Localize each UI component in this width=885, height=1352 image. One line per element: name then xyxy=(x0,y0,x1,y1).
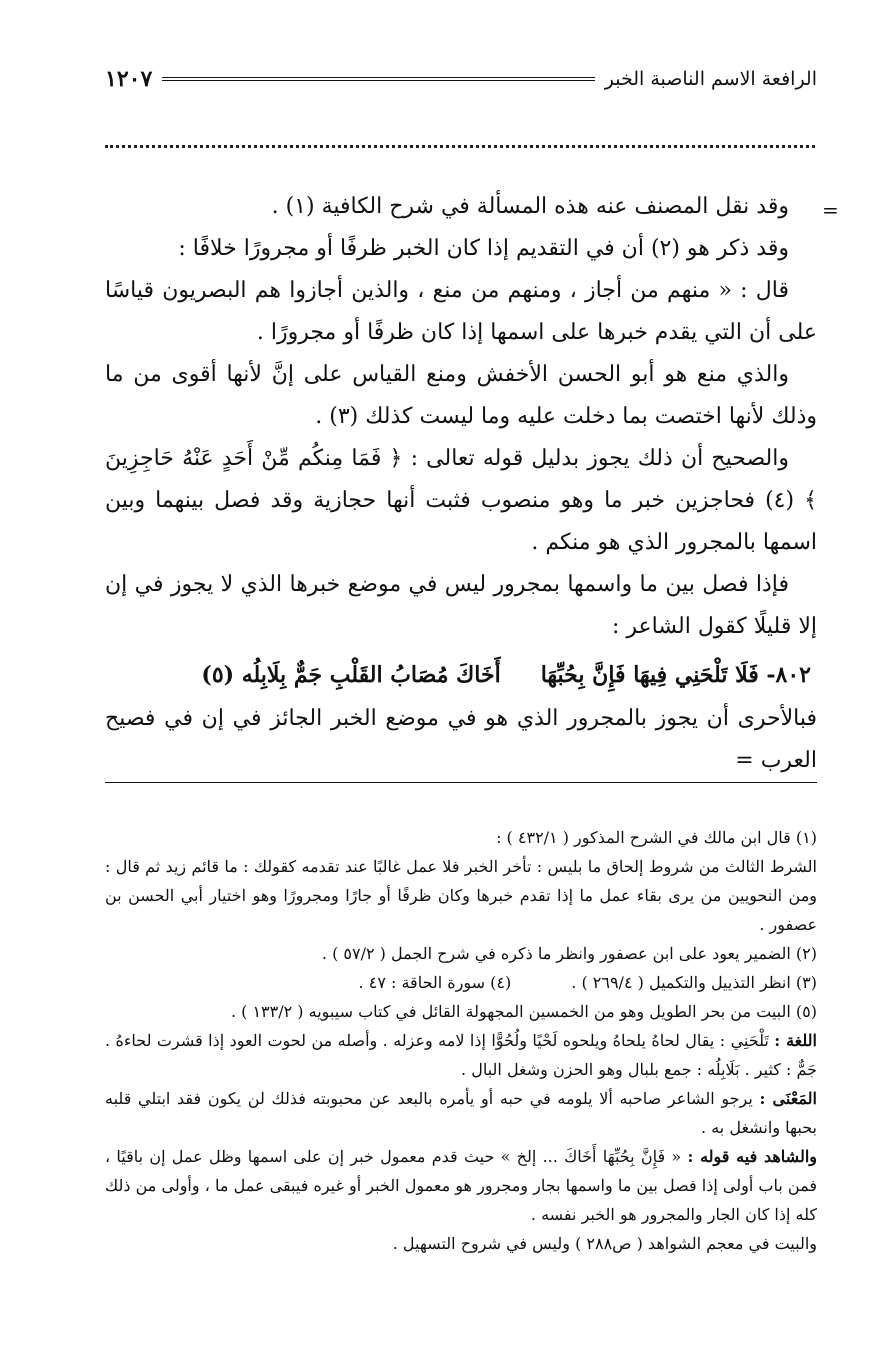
footnote-3: (٣) انظر التذييل والتكميل ( ٢٦٩/٤ ) . xyxy=(571,973,817,992)
dotted-separator xyxy=(105,145,815,148)
footnote-lugha xyxy=(105,1026,817,1084)
shahid-text: « فَإِنَّ بِحُبِّهَا أَخَاكَ ... إلخ » حيث قدم معمول خبر إن على اسمها وظل عمل إن باقيًا ، فمن باب أولى إذا فصل بين ما واسمها بجار ومجرور هو معمول الخبر أو غيره فيبقى عمل ما ، وأولى من ذلك كله إذا كان الجار والمجرور هو الخبر نفسه . xyxy=(105,1147,818,1224)
running-header xyxy=(105,62,817,96)
paragraph-6: فإذا فصل بين ما واسمها بمجرور ليس في موضع خبرها الذي لا يجوز في إن إلا قليلًا كقول الشاعر : xyxy=(105,572,817,639)
footnote-row-3-4 xyxy=(105,968,817,997)
continuation-mark: = xyxy=(822,198,839,222)
footnote-5: (٥) البيت من بحر الطويل وهو من الخمسين المجهولة القائل في كتاب سيبويه ( ١٣٣/٢ ) . xyxy=(230,1002,817,1021)
paragraph-2: وقد ذكر هو (٢) أن في التقديم إذا كان الخبر ظرفًا أو مجرورًا خلافًا : xyxy=(178,236,789,261)
paragraph-5: والصحيح أن ذلك يجوز بدليل قوله تعالى : ﴿ فَمَا مِنكُم مِّنْ أَحَدٍ عَنْهُ حَاجِزِينَ ﴾ (٤) فحاجزين خبر ما وهو منصوب فثبت أنها حجازية وقد فصل بينهما وبين اسمها بالمجرور الذي هو منكم . xyxy=(105,446,818,555)
lugha-text: تَلْحَنِي : يقال لحاهُ يلحاهُ ويلحوه لَحْيًا ولُحُوًّا إذا لامه وعزله . وأصله من لحوت العود إذا قشرت لحاءهُ . جَمٌّ : كثير . بَلَابِلُه : جمع بلبال وهو الحزن وشغل البال . xyxy=(105,1031,817,1079)
footnote-1-text: الشرط الثالث من شروط إلحاق ما بليس : تأخر الخبر فلا عمل غالبًا عند تقدمه كقولك : ما قائم زيد ثم قال : ومن النحويين من يرى بقاء عمل ما إذا تقدم خبرها وكان ظرفًا أو جارًا ومجرورًا وهو اختيار أبي الحسن بن عصفور . xyxy=(105,857,818,934)
footnotes xyxy=(105,823,817,1258)
paragraph-1: وقد نقل المصنف عنه هذه المسألة في شرح الكافية (١) . xyxy=(271,194,789,219)
paragraph-4: والذي منع هو أبو الحسن الأخفش ومنع القياس على إنَّ لأنها أقوى من ما وذلك لأنها اختصت بما دخلت عليه وما ليست كذلك (٣) . xyxy=(105,362,817,429)
header-double-rule xyxy=(162,77,594,81)
footnote-1: (١) قال ابن مالك في الشرح المذكور ( ٤٣٢/١ ) : xyxy=(496,828,817,847)
main-text xyxy=(105,186,817,783)
verse-first-hemistich: ٨٠٢- فَلَا تَلْحَنِي فِيهَا فَإِنَّ بِحُبِّهَا xyxy=(540,662,811,688)
footnote-2: (٢) الضمير يعود على ابن عصفور وانظر ما ذكره في شرح الجمل ( ٥٧/٢ ) . xyxy=(321,944,817,963)
mana-label: المَعْنَى : xyxy=(759,1089,817,1108)
paragraph-7: فبالأحرى أن يجوز بالمجرور الذي هو في موضع الخبر الجائز في إن في فصيح العرب = xyxy=(105,698,817,783)
page-number: ١٢٠٧ xyxy=(105,66,153,92)
mana-text: يرجو الشاعر صاحبه ألا يلومه في حبه أو يأمره بالبعد عن محبوبته فذلك لن يكون فقد ابتلي قلبه بحبها وانشغل به . xyxy=(105,1089,817,1137)
verse-second-hemistich: أَخَاكَ مُصَابُ القَلْبِ جَمٌّ بِلَابِلُه (٥) xyxy=(201,662,501,688)
footnote-shahid xyxy=(105,1142,817,1229)
footnote-4: (٤) سورة الحاقة : ٤٧ . xyxy=(358,973,512,992)
paragraph-3: قال : « منهم من أجاز ، ومنهم من منع ، والذين أجازوا هم البصريون قياسًا على أن التي يقدم خبرها على اسمها إذا كان ظرفًا أو مجرورًا . xyxy=(105,278,817,345)
footnote-mana xyxy=(105,1084,817,1142)
shahid-label: والشاهد فيه قوله : xyxy=(687,1147,818,1166)
running-title: الرافعة الاسم الناصبة الخبر xyxy=(604,68,817,90)
footnote-source: والبيت في معجم الشواهد ( ص٢٨٨ ) وليس في شروح التسهيل . xyxy=(392,1234,817,1253)
poetry-verse xyxy=(105,652,817,698)
lugha-label: اللغة : xyxy=(774,1031,818,1050)
